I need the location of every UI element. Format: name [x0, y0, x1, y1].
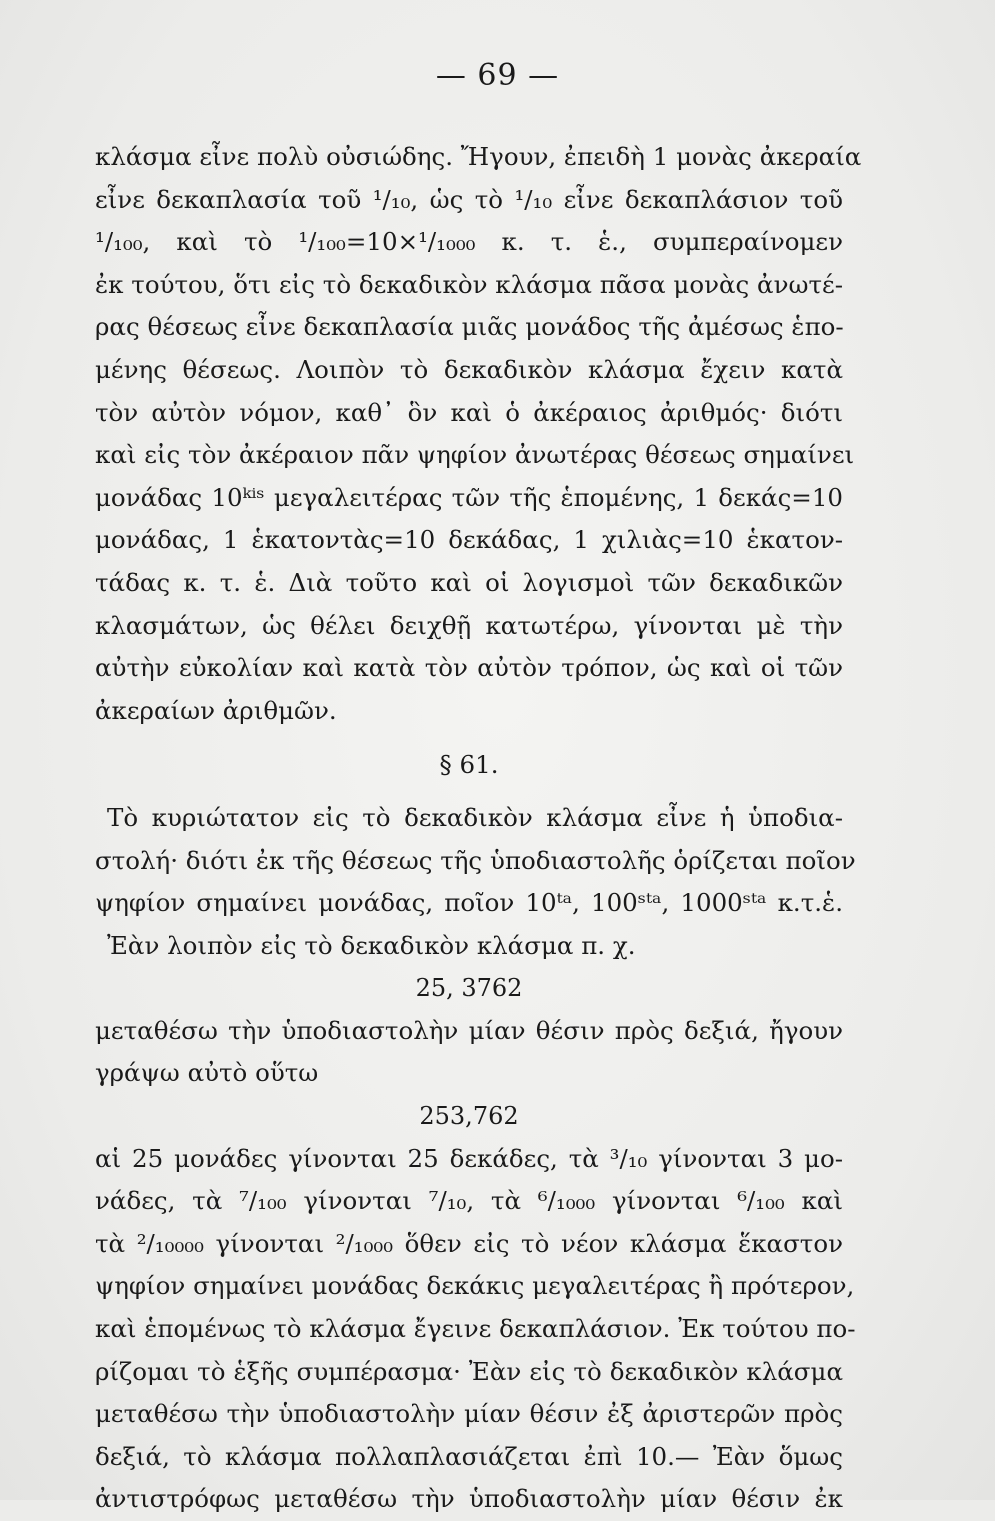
- text-line: στολή· διότι ἐκ τῆς θέσεως τῆς ὑποδιαστολῆς ὁρίζεται ποῖον: [95, 845, 856, 875]
- text-line: τὸν αὐτὸν νόμον, καθ᾽ ὃν καὶ ὁ ἀκέραιος ἀριθμός· διότι: [95, 397, 843, 427]
- paragraph-2: [95, 797, 856, 967]
- text-line: Ἐὰν λοιπὸν εἰς τὸ δεκαδικὸν κλάσμα π. χ.: [107, 930, 636, 960]
- text-line: ψηφίον σημαίνει μονάδας, ποῖον 10ᵗᵃ, 100ˢᵗᵃ, 1000ˢᵗᵃ κ.τ.ἑ.: [95, 888, 843, 918]
- text-line: γράψω αὐτὸ οὕτω: [95, 1058, 319, 1088]
- text-line: ψηφίον σημαίνει μονάδας δεκάκις μεγαλειτέρας ἢ πρότερον,: [95, 1271, 855, 1301]
- text-line: Τὸ κυριώτατον εἰς τὸ δεκαδικὸν κλάσμα εἶνε ἡ ὑποδια-: [107, 802, 843, 832]
- text-line: μεταθέσω τὴν ὑποδιαστολὴν μίαν θέσιν ἐξ ἀριστερῶν πρὸς: [95, 1399, 843, 1429]
- text-line: ἐκ τούτου, ὅτι εἰς τὸ δεκαδικὸν κλάσμα πᾶσα μονὰς ἀνωτέ-: [95, 269, 843, 299]
- text-line: μονάδας 10ᵏⁱˢ μεγαλειτέρας τῶν τῆς ἑπομένης, 1 δεκάς=10: [95, 482, 843, 512]
- text-line: δεξιά, τὸ κλάσμα πολλαπλασιάζεται ἐπὶ 10.— Ἐὰν ὅμως: [95, 1441, 843, 1471]
- text-line: κλασμάτων, ὡς θέλει δειχθῇ κατωτέρω, γίνονται μὲ τὴν: [95, 610, 843, 640]
- example-number: 25, 3762: [415, 974, 523, 1003]
- text-line: ρίζομαι τὸ ἑξῆς συμπέρασμα· Ἐὰν εἰς τὸ δεκαδικὸν κλάσμα: [95, 1356, 843, 1386]
- text-line: μένης θέσεως. Λοιπὸν τὸ δεκαδικὸν κλάσμα ἔχειν κατὰ: [95, 354, 843, 384]
- text-line: κλάσμα εἶνε πολὺ οὐσιώδης. Ἤγουν, ἐπειδὴ 1 μονὰς ἀκεραία: [95, 142, 862, 171]
- paragraph-4: [95, 1138, 856, 1521]
- text-line: τὰ ²/₁₀₀₀₀ γίνονται ²/₁₀₀₀ ὅθεν εἰς τὸ νέον κλάσμα ἕκαστον: [95, 1228, 843, 1258]
- text-line: καὶ ἑπομένως τὸ κλάσμα ἔγεινε δεκαπλάσιον. Ἐκ τούτου πο-: [95, 1314, 856, 1344]
- page-body: [95, 136, 862, 1521]
- text-line: μεταθέσω τὴν ὑποδιαστολὴν μίαν θέσιν πρὸς δεξιά, ἤγουν: [95, 1015, 843, 1045]
- text-line: αἱ 25 μονάδες γίνονται 25 δεκάδες, τὰ ³/₁₀ γίνονται 3 μο-: [95, 1143, 843, 1173]
- text-line: αὐτὴν εὐκολίαν καὶ κατὰ τὸν αὐτὸν τρόπον, ὡς καὶ οἱ τῶν: [95, 653, 843, 683]
- text-line: ρας θέσεως εἶνε δεκαπλασία μιᾶς μονάδος τῆς ἀμέσως ἑπο-: [95, 312, 844, 342]
- page-number: — 69 —: [435, 58, 560, 93]
- text-line: νάδες, τὰ ⁷/₁₀₀ γίνονται ⁷/₁₀, τὰ ⁶/₁₀₀₀ γίνονται ⁶/₁₀₀ καὶ: [95, 1186, 843, 1216]
- example-number: 253,762: [419, 1102, 519, 1131]
- text-line: καὶ εἰς τὸν ἀκέραιον πᾶν ψηφίον ἀνωτέρας θέσεως σημαίνει: [95, 440, 855, 470]
- text-line: εἶνε δεκαπλασία τοῦ ¹/₁₀, ὡς τὸ ¹/₁₀ εἶνε δεκαπλάσιον τοῦ: [95, 184, 843, 214]
- paragraph-3: [95, 1010, 843, 1095]
- text-line: ἀκεραίων ἀριθμῶν.: [95, 695, 337, 725]
- paragraph-1: [95, 136, 862, 732]
- text-line: μονάδας, 1 ἑκατοντὰς=10 δεκάδας, 1 χιλιὰς=10 ἑκατον-: [95, 525, 843, 555]
- text-line: ¹/₁₀₀, καὶ τὸ ¹/₁₀₀=10×¹/₁₀₀₀ κ. τ. ἑ., συμπεραίνομεν: [95, 227, 843, 257]
- text-line: τάδας κ. τ. ἑ. Διὰ τοῦτο καὶ οἱ λογισμοὶ τῶν δεκαδικῶν: [95, 567, 843, 597]
- text-line: ἀντιστρόφως μεταθέσω τὴν ὑποδιαστολὴν μίαν θέσιν ἐκ: [95, 1484, 843, 1514]
- section-heading: § 61.: [439, 750, 499, 780]
